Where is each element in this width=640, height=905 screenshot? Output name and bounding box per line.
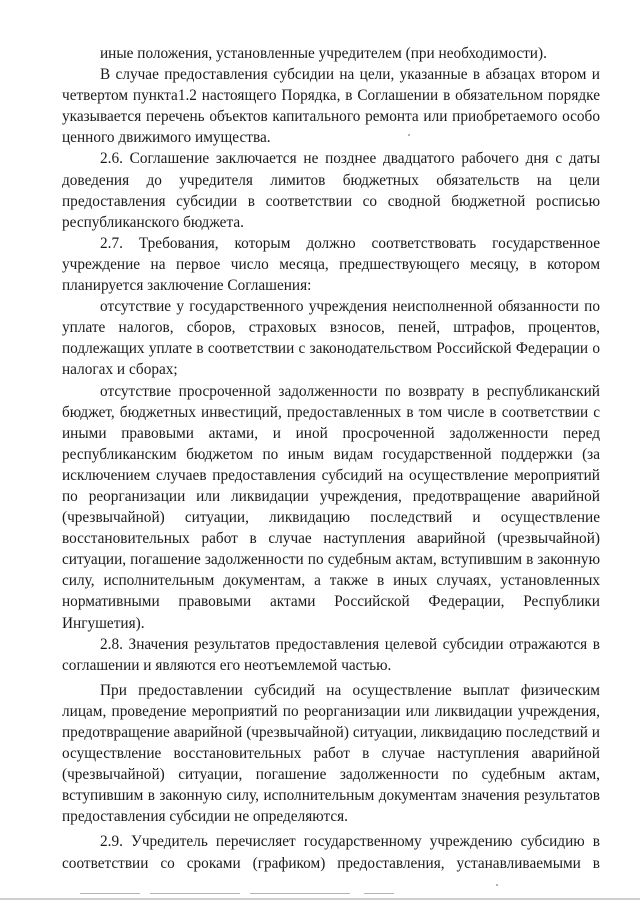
scan-edge-mark [150, 893, 240, 894]
scan-bottom-edge [0, 898, 640, 900]
scan-edge-mark [250, 893, 350, 894]
scan-edge-mark [364, 893, 394, 894]
paragraph-2-7: 2.7. Требования, которым должно соответствовать государственное учреждение на первое число месяца, предшествующего месяцу, в котором планируется заключение Соглашения: [62, 234, 600, 295]
paragraph-2-6: 2.6. Соглашение заключается не позднее двадцатого рабочего дня с даты доведения до учредителя лимитов бюджетных обязательств на цели предоставления субсидии в соответствии со сводной бюджетной росписью республиканского бюджета. [62, 150, 600, 231]
paragraph-no-overdue-debt: отсутствие просроченной задолженности по возврату в республиканский бюджет, бюджетных инвестиций, предоставленных в том числе в соответствии с иными правовыми актами, и иной просроченной задолженности перед республиканским бюджетом по иным видам государственной поддержки (за исключением случаев предоставления субсидий на осуществление мероприятий по реорганизации или ликвидации учреждения, предотвращение аварийной (чрезвычайной) ситуации, ликвидацию последствий и осуществление восстановительных работ в случае наступления аварийной (чрезвычайной) ситуации, погашение задолженности по судебным актам, вступившим в законную силу, исполнительным документам, а также в иных случаях, установленных нормативными правовыми актами Российской Федерации, Республики Ингушетия). [62, 382, 600, 632]
paragraph-other-provisions: иные положения, установленные учредителем (при необходимости). [100, 45, 547, 62]
document-body [62, 43, 600, 874]
paragraph-results-not-defined: При предоставлении субсидий на осуществление выплат физическим лицам, проведение мероприятий по реорганизации или ликвидации учреждения, предотвращение аварийной (чрезвычайной) ситуации, ликвидацию последствий и осуществление восстановительных работ в случае наступления аварийной (чрезвычайной) ситуации, погашение задолженности по судебным актам, вступившим в законную силу, исполнительным документам значения результатов предоставления субсидии не определяются. [62, 681, 600, 826]
scan-edge-mark [80, 893, 140, 894]
paragraph-no-tax-debt: отсутствие у государственного учреждения неисполненной обязанности по уплате налогов, сборов, страховых взносов, пеней, штрафов, процентов, подлежащих уплате в соответствии с законодательством Российской Федерации о налогах и сборах; [62, 298, 600, 379]
paragraph-2-9: 2.9. Учредитель перечисляет государственному учреждению субсидию в соответствии со сроками (графиком) предоставления, устанавливаемыми в [62, 833, 600, 872]
paragraph-subsidy-purpose: В случае предоставления субсидии на цели, указанные в абзацах втором и четвертом пункта1.2 настоящего Порядка, в Соглашении в обязательном порядке указывается перечень объектов капитального ремонта или приобретаемого особо ценного движимого имущества. [62, 66, 600, 147]
scan-speck [408, 134, 410, 136]
scan-speck [496, 884, 498, 886]
paragraph-2-8: 2.8. Значения результатов предоставления целевой субсидии отражаются в соглашении и являются его неотъемлемой частью. [62, 635, 600, 674]
